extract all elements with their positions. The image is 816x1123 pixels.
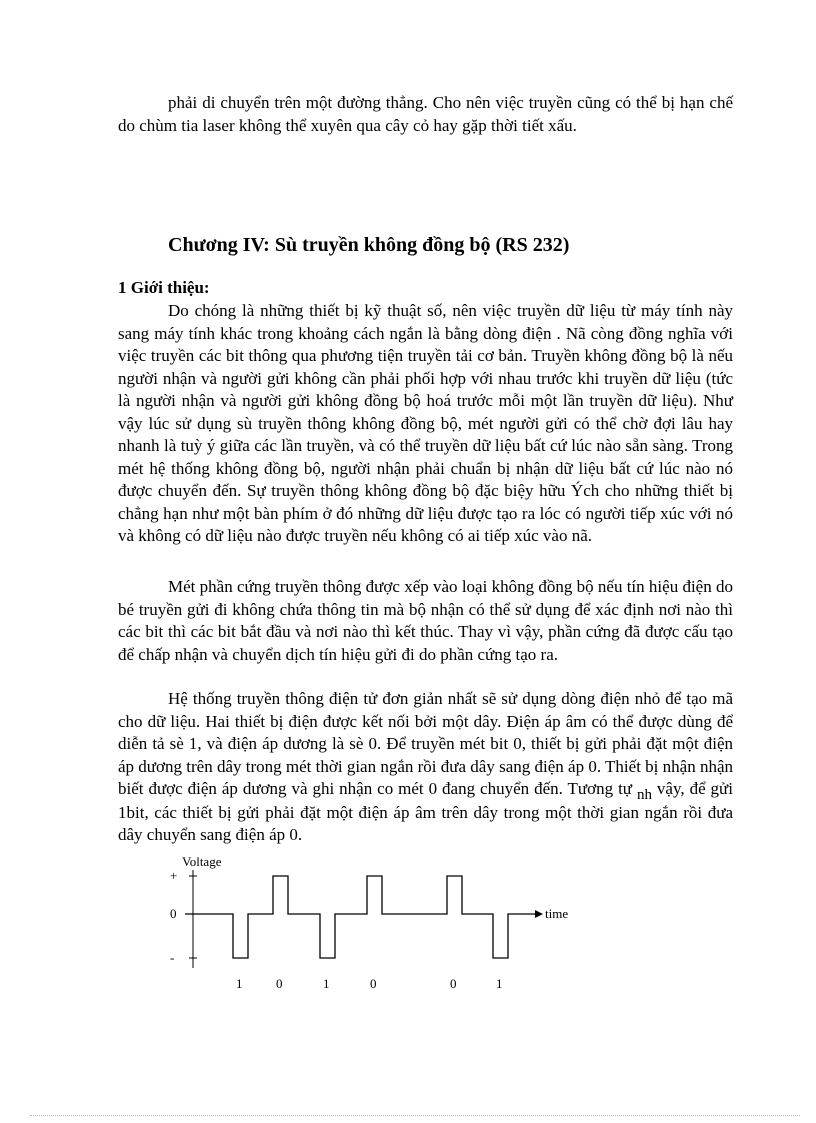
paragraph-intro: Do chóng là những thiết bị kỹ thuật số, nên việc truyền dữ liệu từ máy tính này sang máy tính khác trong khoảng cách ngắn là bằng dòng điện . Nã còng đồng nghĩa với việc truyền các bit thông qua phương tiện truyền tải cơ bản. Truyền không đồng bộ là nếu người nhận và người gửi không cần phải phối hợp với nhau trước khi truyền dữ liệu (tức là người nhận và người gửi không đồng bộ hoá trước mỗi một lần truyền dữ liệu). Như vậy lúc sử dụng sù truyền thông không đồng bộ, mét người gửi có thể chờ đợi lâu hay nhanh là tuỳ ý giữa các lần truyền, và có thể truyền dữ liệu bất cứ lúc nào sẵn sàng. Trong mét hệ thống không đồng bộ, người nhận phải chuẩn bị nhận dữ liệu bất cứ lúc nào nó được chuyển đến. Sự truyền thông không đồng bộ đặc biệy hữu Ých cho những thiết bị chẳng hạn như một bàn phím ở đó những dữ liệu được tạo ra lóc có người tiếp xúc với nó và không có dữ liệu nào được truyền nếu không có ai tiếp xúc vào nã. <box>118 301 733 545</box>
top-paragraph: phải di chuyển trên một đường thẳng. Cho nên việc truyền cũng có thể bị hạn chế do chùm tia laser không thể xuyên qua cây cỏ hay gặp thời tiết xấu. <box>118 93 733 135</box>
paragraph-voltage-text-2: vậy, để gửi 1bit, các thiết bị gửi phải đặt một điện áp âm trên dây trong một thời gian ngắn rồi đưa dây chuyển sang điện áp 0. <box>118 779 733 844</box>
chapter-title: Chương IV: Sù truyền không đồng bộ (RS 232) <box>168 234 570 256</box>
paragraph-voltage <box>118 688 733 847</box>
section-heading: 1 Giới thiệu: <box>118 278 210 297</box>
bit-label: 1 <box>496 976 503 991</box>
y-level-label: 0 <box>170 906 177 921</box>
paragraph-hardware: Mét phần cứng truyền thông được xếp vào loại không đồng bộ nếu tín hiệu điện do bé truyền gửi đi không chứa thông tin mà bộ nhận có thể sử dụng để xác định nơi nào thì các bit thì các bit bắt đầu và nơi nào thì kết thúc. Thay vì vậy, phần cứng đã được cấu tạo để chấp nhận và chuyển dịch tín hiệu gửi đi do phần cứng tạo ra. <box>118 577 733 664</box>
bit-label: 0 <box>276 976 283 991</box>
paragraph-voltage-text-1: Hệ thống truyền thông điện tử đơn giản nhất sẽ sử dụng dòng điện nhỏ để tạo mã cho dữ liệu. Hai thiết bị điện được kết nối bởi một dây. Điện áp âm có thể được dùng để diễn tả sè 1, và điện áp dương là sè 0. Để truyền mét bit 0, thiết bị gửi phải đặt một điện áp dương trên dây trong mét thời gian ngắn rồi đưa dây sang điện áp 0. Thiết bị nhận nhận biết được điện áp dương và ghi nhận co mét 0 đang chuyển đến. Tương tự <box>118 689 733 798</box>
bit-label: 1 <box>323 976 330 991</box>
y-level-label: + <box>170 868 178 883</box>
waveform-line <box>185 876 535 958</box>
time-arrow <box>535 910 543 918</box>
paragraph-voltage-subscript: nh <box>636 787 652 803</box>
y-level-label: - <box>170 950 175 965</box>
x-axis-label: time <box>545 906 569 921</box>
bit-label: 1 <box>236 976 243 991</box>
bit-label: 0 <box>450 976 457 991</box>
bit-label: 0 <box>370 976 377 991</box>
page-bottom-rule <box>30 1115 800 1116</box>
voltage-waveform-chart <box>160 850 590 1000</box>
y-axis-label: Voltage <box>182 854 222 869</box>
